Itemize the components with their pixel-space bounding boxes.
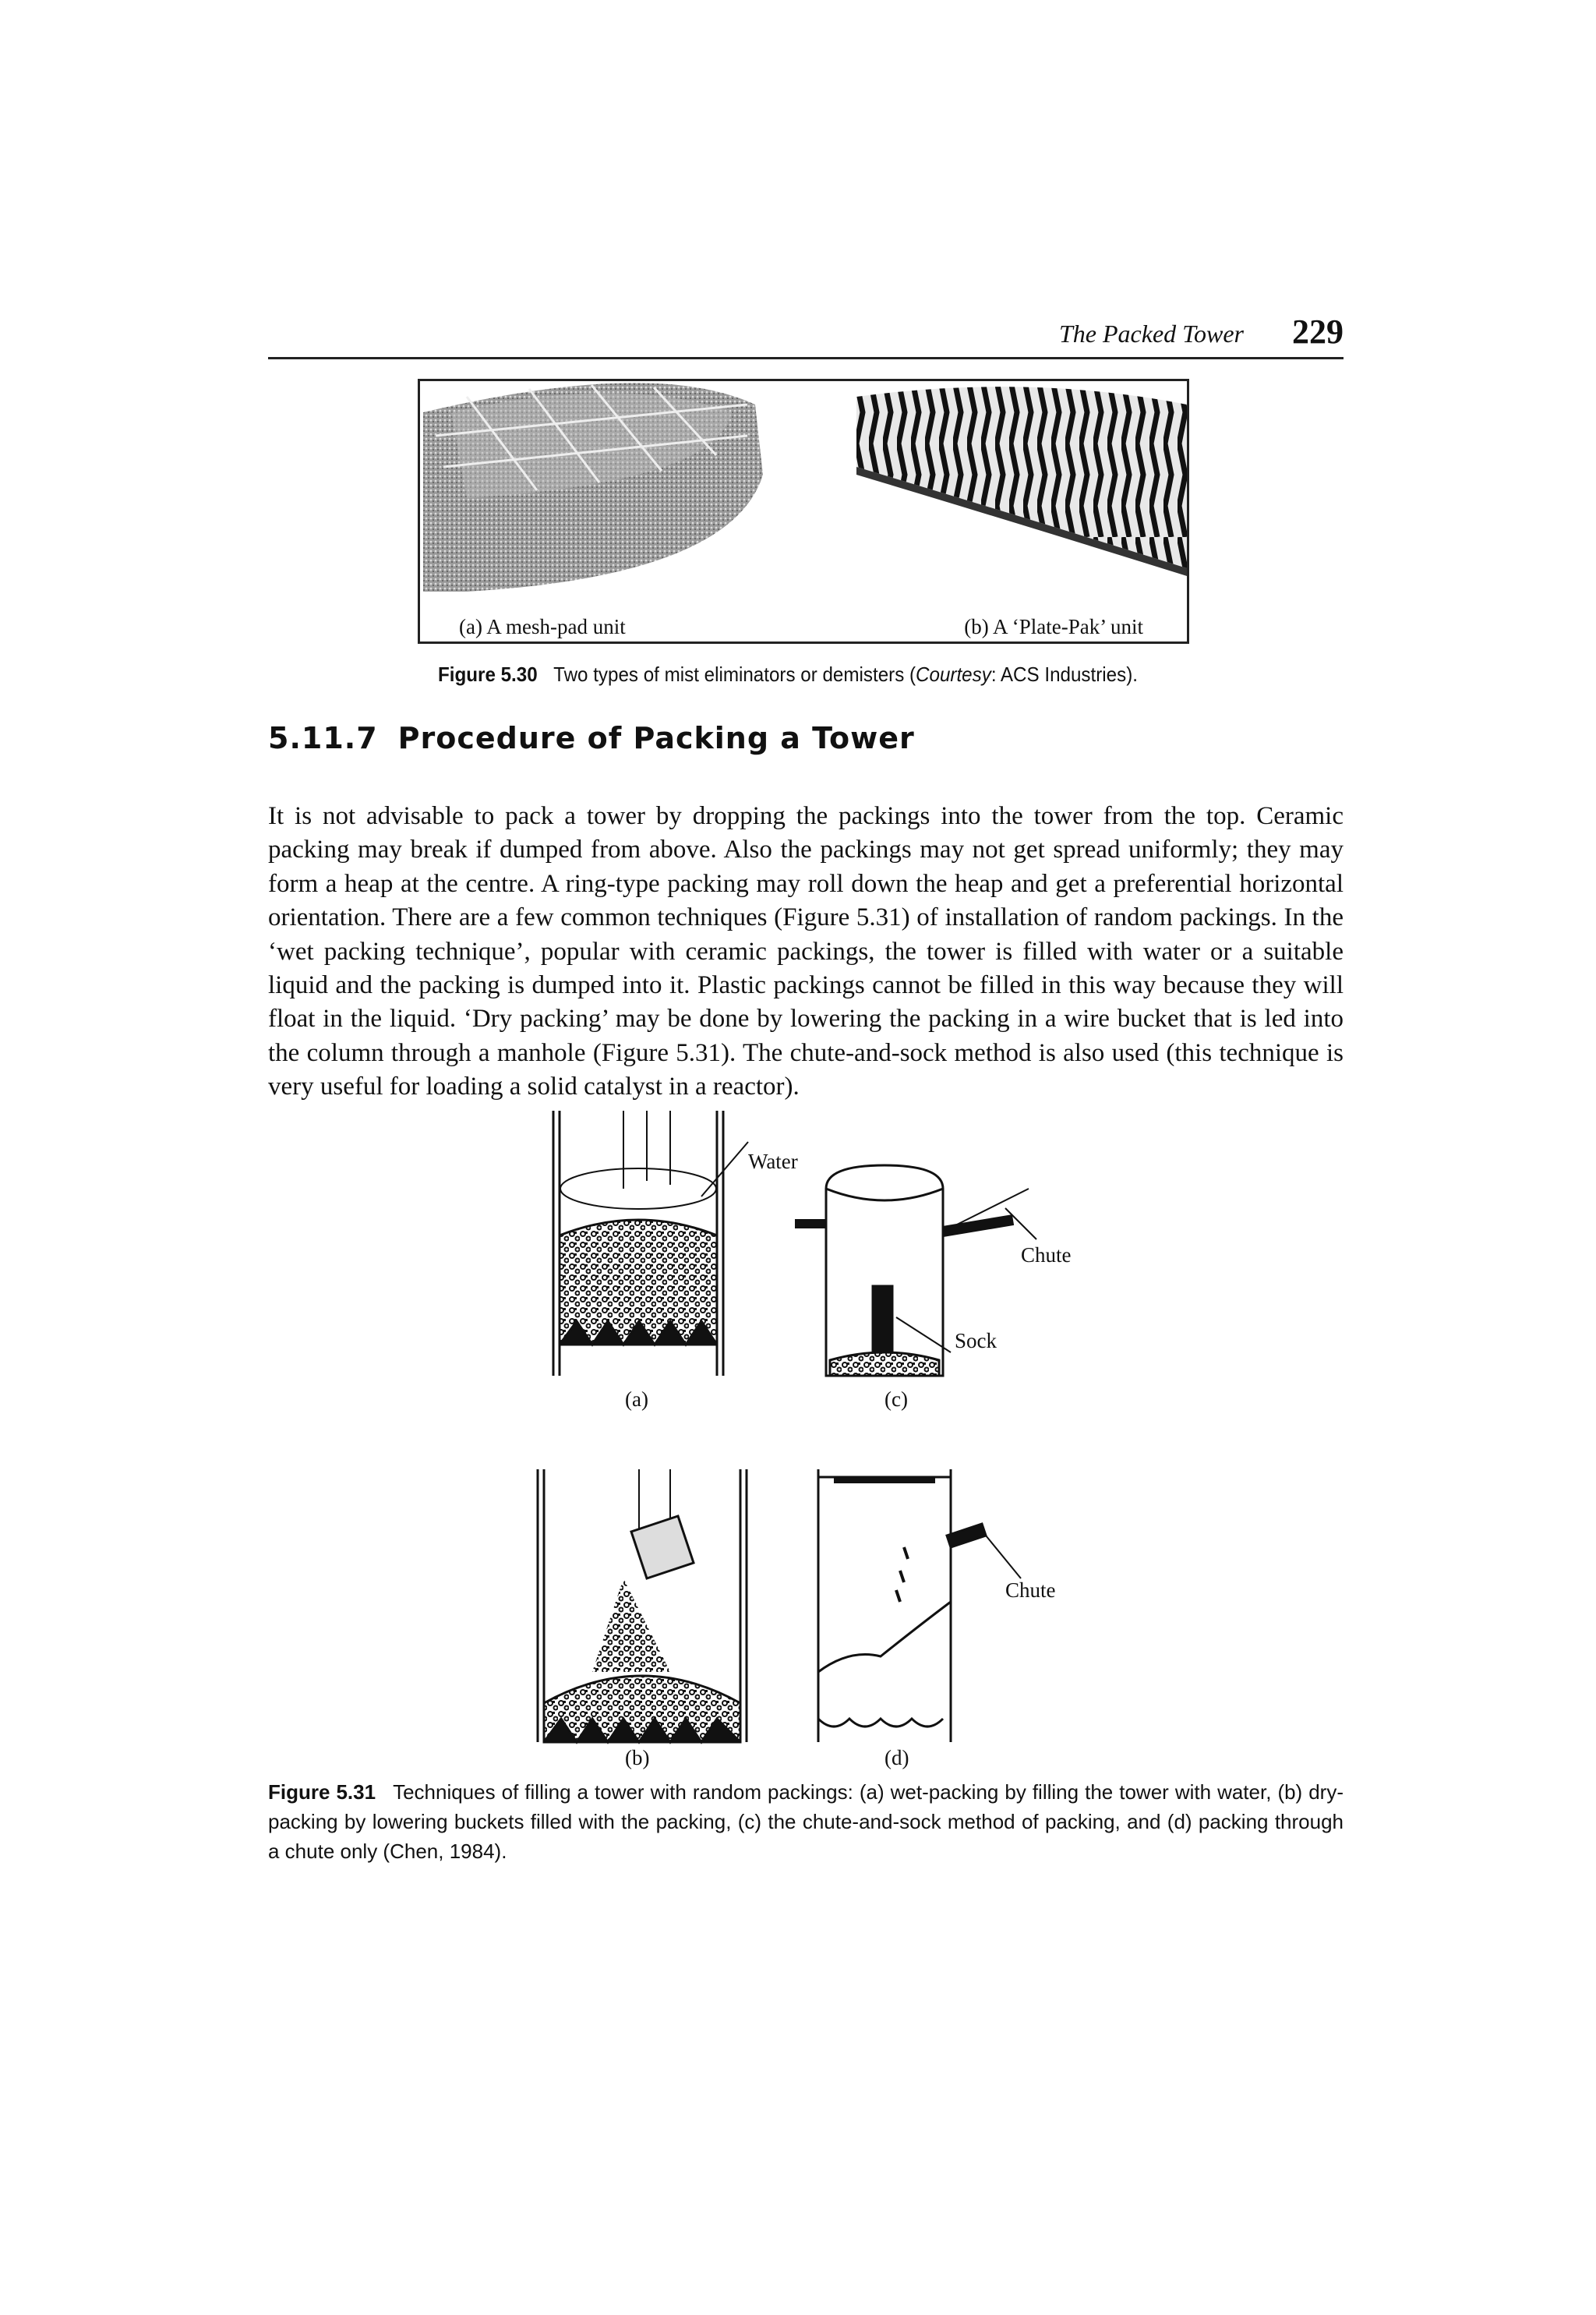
figure-label: Figure 5.30 (438, 663, 538, 686)
label-panel-c: (c) (885, 1387, 908, 1411)
body-paragraph: It is not advisable to pack a tower by dropping the packings into the tower from the top. Ceramic packing may break if dumped from above. Also the packings may not get spread uniformly; they may form a heap at the centre. A ring-type packing may roll down the heap and get a preferential horizontal orientation. There are a few common techniques (Figure 5.31) of installation of random packings. In the ‘wet packing technique’, popular with ceramic packings, the tower is filled with water or a suitable liquid and the packing is dumped into it. Plastic packings cannot be filled in this way because they will float in the liquid. ‘Dry packing’ may be done by lowering the packing in a wire bucket that is led into the column through a manhole (Figure 5.31). The chute-and-sock method is also used (this technique is very useful for loading a solid catalyst in a reactor). (268, 802, 1344, 1101)
figure-5-31-caption (268, 1777, 1344, 1866)
caption-text: Two types of mist eliminators or demisters ( (553, 663, 916, 686)
figure-5-31 (514, 1111, 1107, 2315)
section-heading (268, 721, 915, 755)
section-title: Procedure of Packing a Tower (397, 721, 915, 755)
panel-a-drawing (553, 1111, 748, 1376)
page-number: 229 (1292, 313, 1344, 351)
figure-5-30-caption (438, 659, 1138, 689)
page-header (268, 312, 1344, 359)
label-water: Water (748, 1150, 798, 1173)
mesh-pad-image (423, 383, 763, 592)
running-title: The Packed Tower (1058, 320, 1244, 348)
panel-c-drawing (795, 1165, 1036, 1376)
caption-text: Techniques of filling a tower with random packings: (a) wet-packing by filling the tower with water, (b) dry-packing by lowering buckets filled with the packing, (c) the chute-and-sock method of packing, and (d) packing through a chute only (Chen, 1984). (268, 1780, 1344, 1863)
label-panel-a: (a) (625, 1387, 648, 1411)
label-panel-b: (b) (625, 1746, 650, 1769)
figure-5-30b-label: (b) A ‘Plate-Pak’ unit (964, 615, 1143, 638)
plate-pak-image (856, 387, 1187, 576)
caption-italic: Courtesy (916, 663, 991, 686)
panel-d-drawing (818, 1469, 1021, 1742)
label-chute-c: Chute (1021, 1243, 1072, 1267)
packing-techniques-diagram (514, 1111, 1107, 1773)
figure-5-30 (418, 379, 1189, 644)
mist-eliminator-illustration (420, 381, 1187, 641)
figure-label: Figure 5.31 (268, 1780, 376, 1804)
caption-rest: : ACS Industries). (990, 663, 1138, 686)
figure-5-30a-label: (a) A mesh-pad unit (459, 615, 626, 638)
label-sock: Sock (955, 1329, 997, 1352)
section-number: 5.11.7 (268, 721, 378, 755)
panel-b-drawing (538, 1469, 747, 1742)
label-chute-d: Chute (1005, 1578, 1056, 1602)
label-panel-d: (d) (885, 1746, 909, 1769)
